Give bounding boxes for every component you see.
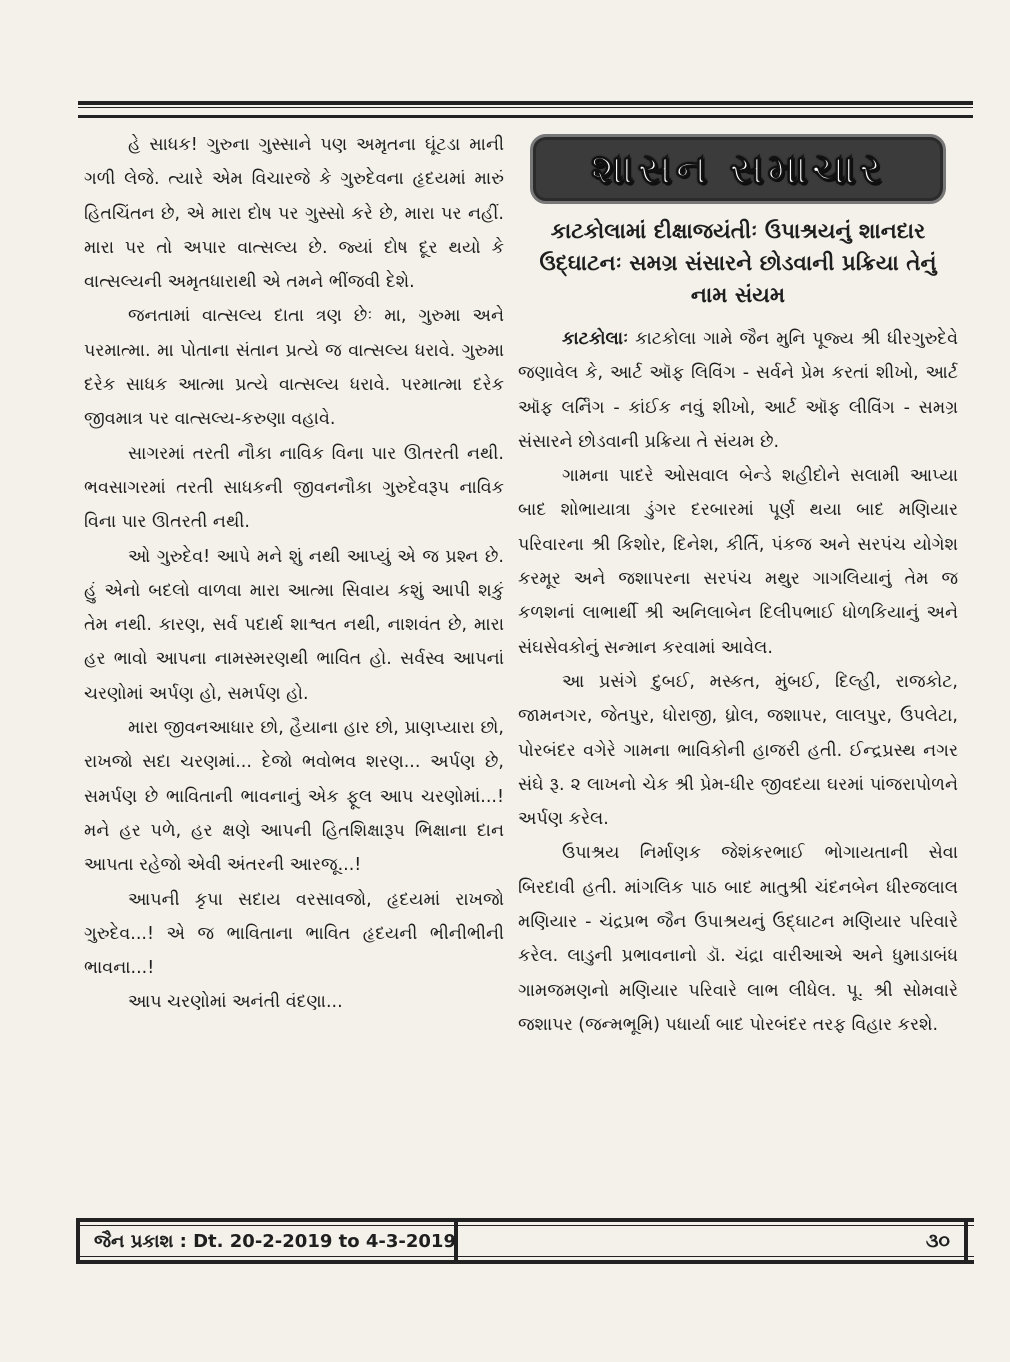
right-paragraph-1: કાટકોલાઃ કાટકોલા ગામે જૈન મુનિ પૂજ્ય શ્રી ધીરગુરુદેવે જણાવેલ કે, આર્ટ ઑફ લિવિંગ - સર્વને પ્રેમ કરતાં શીખો, આર્ટ ઑફ લર્નિંગ - કાંઈક નવું શીખો, આર્ટ ઑફ લીવિંગ - સમગ્ર સંસારને છોડવાની પ્રક્રિયા તે સંયમ છે. bbox=[518, 329, 958, 452]
top-rule bbox=[78, 101, 973, 118]
left-paragraph-5: મારા જીવનઆધાર છો, હૈયાના હાર છો, પ્રાણપ્યારા છો, રાખજો સદા ચરણમાં... દેજો ભવોભવ શરણ... અર્પણ છે, સમર્પણ છે ભાવિતાની ભાવનાનું એક ફૂલ આપ ચરણોમાં...! મને હર પળે, હર ક્ષણે આપની હિતશિક્ષારૂપ ભિક્ષાના દાન આપતા રહેજો એવી અંતરની આરજૂ...! bbox=[84, 718, 504, 876]
page-number: ૩૦ bbox=[916, 1222, 968, 1260]
footer-publication-box bbox=[76, 1222, 458, 1260]
section-title-banner bbox=[530, 134, 946, 204]
left-paragraph-4: ઓ ગુરુદેવ! આપે મને શું નથી આપ્યું એ જ પ્રશ્ન છે. હું એનો બદલો વાળવા મારા આત્મા સિવાય કશું આપી શકું તેમ નથી. કારણ, સર્વ પદાર્થ શાશ્વત નથી, નાશવંત છે, મારા હર ભાવો આપના નામસ્મરણથી ભાવિત હો. સર્વસ્વ આપનાં ચરણોમાં અર્પણ હો, સમર્પણ હો. bbox=[84, 546, 504, 704]
left-paragraph-6: આપની કૃપા સદાય વરસાવજો, હૃદયમાં રાખજો ગુરુદેવ...! એ જ ભાવિતાના ભાવિત હૃદયની ભીનીભીની ભાવના...! bbox=[84, 889, 504, 979]
left-column bbox=[84, 128, 504, 1020]
section-title: શાસન સમાચાર bbox=[590, 144, 886, 193]
left-paragraph-1: હે સાધક! ગુરુના ગુસ્સાને પણ અમૃતના ઘૂંટડા માની ગળી લેજે. ત્યારે એમ વિચારજે કે ગુરુદેવના હૃદયમાં મારું હિતચિંતન છે, એ મારા દોષ પર ગુસ્સો કરે છે, મારા પર નહીં. મારા પર તો અપાર વાત્સલ્ય છે. જ્યાં દોષ દૂર થયો કે વાત્સલ્યની અમૃતધારાથી એ તમને ભીંજવી દેશે. bbox=[84, 135, 504, 293]
left-paragraph-3: સાગરમાં તરતી નૌકા નાવિક વિના પાર ઊતરતી નથી. ભવસાગરમાં તરતી સાધકની જીવનનૌકા ગુરુદેવરૂપ નાવિક વિના પાર ઊતરતી નથી. bbox=[84, 443, 504, 533]
dateline: કાટકોલાઃ bbox=[562, 329, 629, 349]
page-footer bbox=[76, 1218, 974, 1264]
right-paragraph-4: ઉપાશ્રય નિર્માણક જેશંકરભાઈ ભોગાયતાની સેવા બિરદાવી હતી. માંગલિક પાઠ બાદ માતુશ્રી ચંદનબેન ધીરજલાલ મણિયાર - ચંદ્રપ્રભ જૈન ઉપાશ્રયનું ઉદ્ઘાટન મણિયાર પરિવારે કરેલ. લાડુની પ્રભાવનાનો ડૉ. ચંદ્રા વારીઆએ અને ધુમાડાબંધ ગામજમણનો મણિયાર પરિવારે લાભ લીધેલ. પૂ. શ્રી સોમવારે જશાપર (જન્મભૂમિ) પધાર્યા બાદ પોરબંદર તરફ વિહાર કરશે. bbox=[518, 843, 958, 1035]
left-paragraph-2: જનતામાં વાત્સલ્ય દાતા ત્રણ છેઃ મા, ગુરુમા અને પરમાત્મા. મા પોતાના સંતાન પ્રત્યે જ વાત્સલ્ય ધરાવે. ગુરુમા દરેક સાધક આત્મા પ્રત્યે વાત્સલ્ય ધરાવે. પરમાત્મા દરેક જીવમાત્ર પર વાત્સલ્ય-કરુણા વહાવે. bbox=[84, 306, 504, 430]
right-paragraph-3: આ પ્રસંગે દુબઈ, મસ્કત, મુંબઈ, દિલ્હી, રાજકોટ, જામનગર, જેતપુર, ધોરાજી, ધ્રોલ, જશાપર, લાલપુર, ઉપલેટા, પોરબંદર વગેરે ગામના ભાવિકોની હાજરી હતી. ઈન્દ્રપ્રસ્થ નગર સંઘે રૂ. ૨ લાખનો ચેક શ્રી પ્રેમ-ધીર જીવદયા ઘરમાં પાંજરાપોળને અર્પણ કરેલ. bbox=[518, 671, 958, 830]
right-paragraph-2: ગામના પાદરે ઓસવાલ બેન્ડે શહીદોને સલામી આપ્યા બાદ શોભાયાત્રા ડુંગર દરબારમાં પૂર્ણ થયા બાદ મણિયાર પરિવારના શ્રી કિશોર, દિનેશ, કીર્તિ, પંકજ અને સરપંચ યોગેશ કરમૂર અને જશાપરના સરપંચ મથુર ગાગલિયાનું તેમ જ કળશનાં લાભાર્થી શ્રી અનિલાબેન દિલીપભાઈ ધોળકિયાનું અને સંઘસેવકોનું સન્માન કરવામાં આવેલ. bbox=[518, 466, 958, 658]
right-column bbox=[518, 128, 958, 1042]
news-headline: કાટકોલામાં દીક્ષાજયંતીઃ ઉપાશ્રયનું શાનદાર ઉદ્ઘાટનઃ સમગ્ર સંસારને છોડવાની પ્રક્રિયા તેનું નામ સંયમ bbox=[539, 219, 937, 308]
footer-publication: જૈન પ્રકાશ : Dt. 20-2-2019 to 4-3-2019 bbox=[94, 1230, 456, 1252]
left-paragraph-7: આપ ચરણોમાં અનંતી વંદણા... bbox=[128, 992, 343, 1013]
